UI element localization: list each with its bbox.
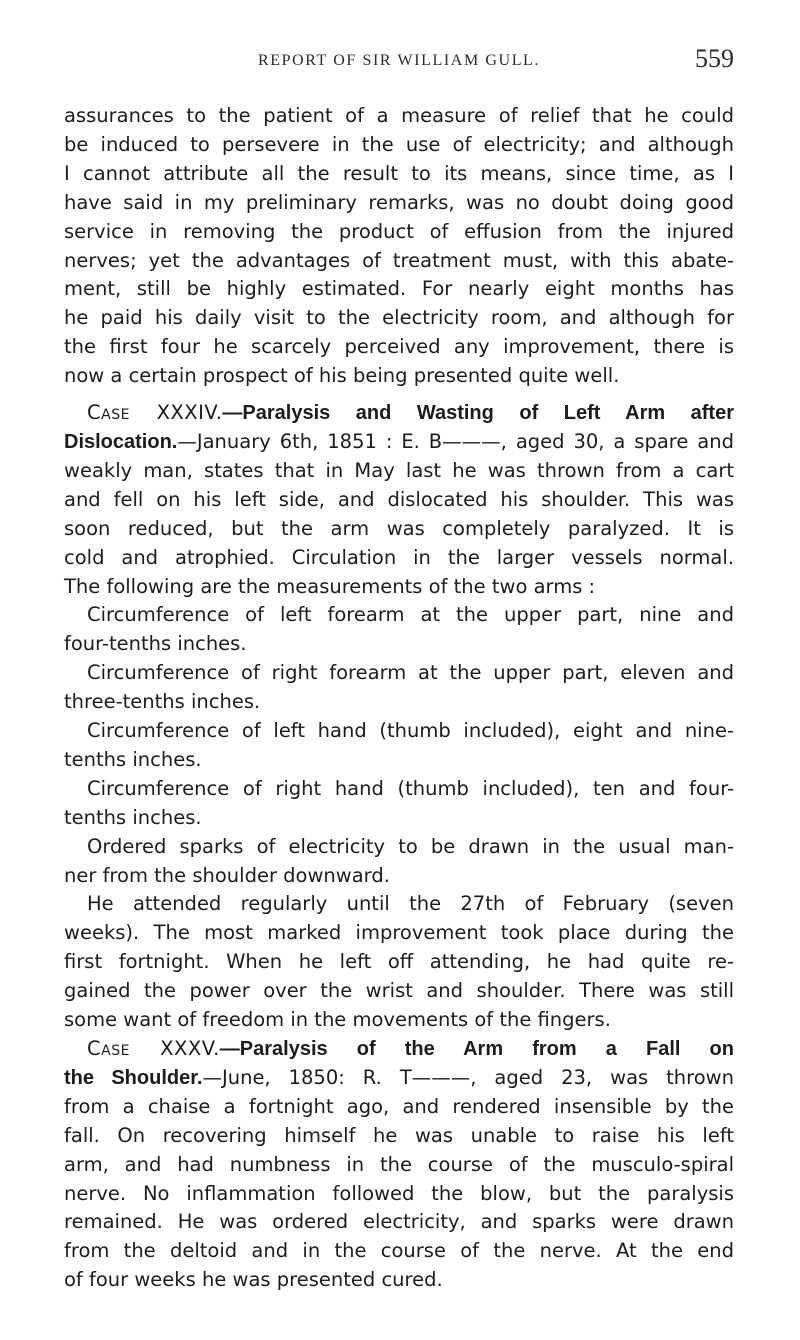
text-line: I cannot attribute all the result to its means, since time, as I xyxy=(64,161,734,185)
text-line: some want of freedom in the movements of the fingers. xyxy=(64,1008,611,1032)
text-line: from the deltoid and in the course of the nerve. At the end xyxy=(64,1239,734,1263)
text-line: Ordered sparks of electricity to be drawn in the usual man- xyxy=(87,834,734,858)
text-line: from a chaise a fortnight ago, and rendered insensible by the xyxy=(64,1094,734,1118)
running-head: REPORT OF SIR WILLIAM GULL. xyxy=(257,52,541,69)
measurement-line: tenths inches. xyxy=(64,805,202,829)
text-line: He attended regularly until the 27th of February (seven xyxy=(87,892,734,916)
measurement-line: Circumference of right forearm at the upper part, eleven and xyxy=(87,661,734,685)
text-line: service in removing the product of effusion from the injured xyxy=(64,219,734,243)
text-line: first fortnight. When he left off attending, he had quite re- xyxy=(64,950,734,974)
page-number: 559 xyxy=(695,44,734,73)
case-label: Case XXXV. xyxy=(87,1037,220,1060)
body-text xyxy=(64,102,734,1295)
page-header xyxy=(64,40,734,84)
text-line: remained. He was ordered electricity, and sparks were drawn xyxy=(64,1210,734,1234)
text-line: weeks). The most marked improvement took place during the xyxy=(64,921,734,945)
text-line: ment, still be highly estimated. For nearly eight months has xyxy=(64,277,734,301)
case-title: the Shoulder. xyxy=(64,1066,203,1089)
text-line: he paid his daily visit to the electricity room, and although for xyxy=(64,306,734,330)
case-intro-text: —June, 1850: R. T———, aged 23, was thrown xyxy=(202,1065,734,1089)
case-heading-line xyxy=(64,399,734,428)
text-line: ner from the shoulder downward. xyxy=(64,863,390,887)
text-line: fall. On recovering himself he was unable to raise his left xyxy=(64,1123,734,1147)
case-title: —Paralysis of the Arm from a Fall on xyxy=(219,1038,734,1060)
text-line: have said in my preliminary remarks, was no doubt doing good xyxy=(64,190,734,214)
text-line: soon reduced, but the arm was completely paralyzed. It is xyxy=(64,516,734,540)
text-line: cold and atrophied. Circulation in the larger vessels normal. xyxy=(64,545,734,569)
case-label: Case XXXIV. xyxy=(87,401,223,425)
text-line: The following are the measurements of the two arms : xyxy=(64,574,596,598)
paragraph-gap xyxy=(64,391,734,399)
case-intro-text: —January 6th, 1851 : E. B———, aged 30, a spare and xyxy=(177,429,734,453)
text-line: weakly man, states that in May last he was thrown from a cart xyxy=(64,458,734,482)
case-title: —Paralysis and Wasting of Left Arm after xyxy=(222,402,734,425)
text-line: gained the power over the wrist and shoulder. There was still xyxy=(64,979,734,1003)
text-line: now a certain prospect of his being presented quite well. xyxy=(64,364,620,388)
text-line: assurances to the patient of a measure of relief that he could xyxy=(64,104,734,127)
text-line: arm, and had numbness in the course of the musculo-spiral xyxy=(64,1152,734,1176)
case-heading-line xyxy=(64,428,734,457)
text-line: of four weeks he was presented cured. xyxy=(64,1268,443,1292)
case-34 xyxy=(64,399,734,1035)
text-line: be induced to persevere in the use of electricity; and although xyxy=(64,132,734,156)
case-heading-line xyxy=(64,1035,734,1064)
measurement-line: three-tenths inches. xyxy=(64,690,261,714)
text-line: nerves; yet the advantages of treatment must, with this abate- xyxy=(64,248,734,272)
text-line: the first four he scarcely perceived any improvement, there is xyxy=(64,335,734,359)
case-title: Dislocation. xyxy=(64,430,178,453)
case-heading-line xyxy=(64,1064,734,1093)
measurement-line: Circumference of left forearm at the upper part, nine and xyxy=(87,603,734,627)
text-line: nerve. No inflammation followed the blow, but the paralysis xyxy=(64,1181,734,1205)
measurement-line: Circumference of left hand (thumb included), eight and nine- xyxy=(87,719,734,743)
paragraph-continuation xyxy=(64,102,734,391)
measurement-line: four-tenths inches. xyxy=(64,632,247,656)
measurement-line: Circumference of right hand (thumb included), ten and four- xyxy=(87,776,734,800)
text-line: and fell on his left side, and dislocated his shoulder. This was xyxy=(64,487,734,511)
book-page xyxy=(64,40,734,1295)
measurement-line: tenths inches. xyxy=(64,747,202,771)
case-35 xyxy=(64,1035,734,1295)
